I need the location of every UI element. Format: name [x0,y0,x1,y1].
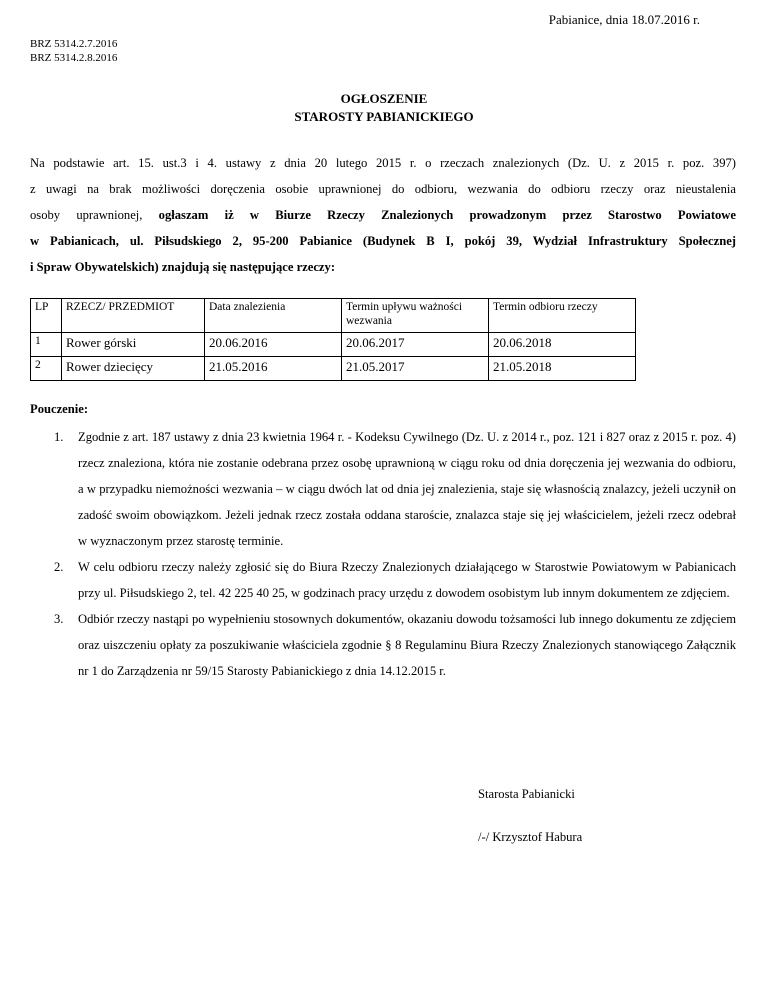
intro-line [30,202,736,228]
page-title [0,90,768,126]
list-item [54,424,736,554]
column-header: Termin upływu ważności wezwania [342,299,489,333]
table-cell: 21.05.2017 [342,357,489,381]
table-cell: 20.06.2018 [489,333,636,357]
table-cell: Rower górski [62,333,205,357]
list-item-text: W celu odbioru rzeczy należy zgłosić się do Biura Rzeczy Znalezionych działającego w Starostwie Powiatowym w Pabianicach przy ul. Piłsudskiego 2, tel. 42 225 40 25, w godzinach pracy urzędu z dowodem osobistym lub innym dokumentem ze zdjęciem. [78,560,736,600]
table-row [31,333,636,357]
place-date: Pabianice, dnia 18.07.2016 r. [548,12,700,27]
items-table [30,298,636,381]
list-item-number: 3. [54,612,64,626]
reference-number: BRZ 5314.2.8.2016 [30,52,118,64]
table-header-row [31,299,636,333]
reference-numbers [30,37,117,65]
table-cell: 1 [31,333,62,357]
table-cell: Rower dziecięcy [62,357,205,381]
intro-line: z uwagi na brak możliwości doręczenia osobie uprawnionej do odbioru, wezwania do odbioru rzeczy oraz nieustalenia [30,182,736,196]
list-item-text: Odbiór rzeczy nastąpi po wypełnieniu stosownych dokumentów, okazaniu dowodu tożsamości lub innego dokumentu ze zdjęciem oraz uiszczeniu opłaty za poszukiwanie właściciela zgodnie § 8 Regulaminu Biura Rzeczy Znalezionych stanowiącego Załącznik nr 1 do Zarządzenia nr 59/15 Starosty Pabianickiego z dnia 14.12.2015 r. [78,612,736,678]
intro-line [30,254,736,280]
column-header: Data znalezienia [205,299,342,333]
reference-number: BRZ 5314.2.7.2016 [30,38,118,50]
instructions-heading: Pouczenie: [30,402,89,416]
signature-title: Starosta Pabianicki [478,787,575,801]
title-line-2: STAROSTY PABIANICKIEGO [294,109,474,124]
list-item-text: Zgodnie z art. 187 ustawy z dnia 23 kwietnia 1964 r. - Kodeksu Cywilnego (Dz. U. z 2014 r., poz. 121 i 827 oraz z 2015 r. poz. 4) rzecz znaleziona, która nie zostanie odebrana przez osobę uprawnioną w ciągu roku od dnia doręczenia jej wezwania do odbioru, a w przypadku niemożności wezwania – w ciągu dwóch lat od dnia jej znalezienia, staje się własnością znalazcy, jeżeli uczynił on zadość swoim obowiązkom. Jeżeli jednak rzecz została oddana staroście, znalazca staje się jej właścicielem, jeżeli rzecz odebrał w wyznaczonym przez starostę terminie. [78,430,736,548]
table-row [31,357,636,381]
list-item [54,554,736,606]
column-header: RZECZ/ PRZEDMIOT [62,299,205,333]
intro-paragraph [30,150,736,280]
table-cell: 20.06.2017 [342,333,489,357]
intro-bold-text: w Pabianicach, ul. Piłsudskiego 2, 95-200 Pabianice (Budynek B I, pokój 39, Wydział Infrastruktury Społecznej [30,234,736,248]
intro-bold-text: ogłaszam iż w Biurze Rzeczy Znalezionych prowadzonym przez Starostwo Powiatowe [158,208,736,222]
intro-bold-text: i Spraw Obywatelskich) znajdują się następujące rzeczy: [30,260,336,274]
table-cell: 20.06.2016 [205,333,342,357]
signature-name: /-/ Krzysztof Habura [478,830,583,844]
column-header: Termin odbioru rzeczy [489,299,636,333]
table-cell: 21.05.2018 [489,357,636,381]
intro-line: Na podstawie art. 15. ust.3 i 4. ustawy z dnia 20 lutego 2015 r. o rzeczach znalezionych (Dz. U. z 2015 r. poz. 397) [30,156,736,170]
list-item-number: 2. [54,560,64,574]
list-item [54,606,736,684]
intro-line [30,228,736,254]
intro-text: osoby uprawnionej, [30,208,159,222]
title-line-1: OGŁOSZENIE [340,91,428,106]
instructions-list [54,424,736,684]
column-header: LP [31,299,62,333]
table-cell: 21.05.2016 [205,357,342,381]
table-cell: 2 [31,357,62,381]
list-item-number: 1. [54,430,64,444]
